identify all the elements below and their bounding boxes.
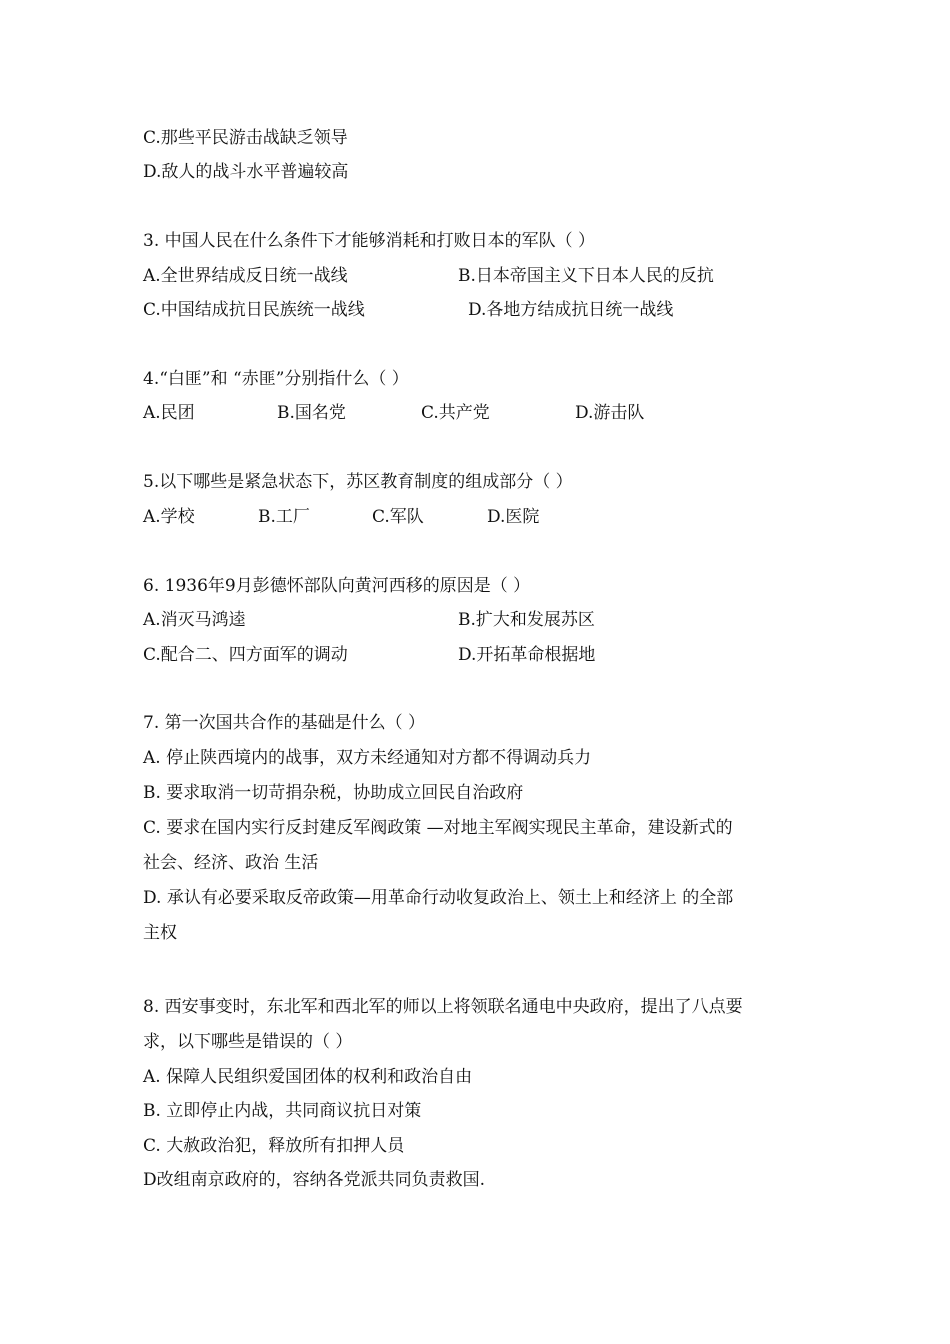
question-7-option-d-continued: 主权 [143, 923, 177, 943]
question-3-option-a: A.全世界结成反日统一战线 [143, 266, 348, 286]
question-8-stem-continued: 求，以下哪些是错误的（ ） [143, 1032, 353, 1052]
option-c: C.那些平民游击战缺乏领导 [143, 128, 348, 148]
question-5-option-d: D.医院 [487, 507, 540, 527]
option-d: D.敌人的战斗水平普遍较高 [143, 162, 349, 182]
question-4-option-c: C.共产党 [421, 403, 490, 423]
question-4-option-a: A.民团 [143, 403, 195, 423]
question-4-stem: 4.“白匪”和 “赤匪”分别指什么（ ） [143, 369, 409, 389]
question-6-option-c: C.配合二、四方面军的调动 [143, 645, 348, 665]
question-3-option-b: B.日本帝国主义下日本人民的反抗 [458, 266, 714, 286]
question-5-stem: 5.以下哪些是紧急状态下，苏区教育制度的组成部分（ ） [143, 472, 573, 492]
question-3-stem: 3. 中国人民在什么条件下才能够消耗和打败日本的军队（ ） [143, 231, 596, 251]
question-3-option-c: C.中国结成抗日民族统一战线 [143, 300, 365, 320]
question-8-option-b: B. 立即停止内战，共同商议抗日对策 [143, 1101, 422, 1121]
question-7-option-c: C. 要求在国内实行反封建反军阀政策 —对地主军阀实现民主革命，建设新式的 [143, 818, 733, 838]
question-6-stem: 6. 1936年9月彭德怀部队向黄河西移的原因是（ ） [143, 576, 531, 596]
question-6-option-b: B.扩大和发展苏区 [458, 610, 595, 630]
question-8-stem: 8. 西安事变时，东北军和西北军的师以上将领联名通电中央政府，提出了八点要 [143, 997, 743, 1017]
question-5-option-a: A.学校 [143, 507, 195, 527]
question-3-option-d: D.各地方结成抗日统一战线 [468, 300, 674, 320]
question-7-option-a: A. 停止陕西境内的战事，双方未经通知对方都不得调动兵力 [143, 748, 592, 768]
question-5-option-b: B.工厂 [258, 507, 310, 527]
question-8-option-c: C. 大赦政治犯，释放所有扣押人员 [143, 1136, 405, 1156]
question-7-option-c-continued: 社会、经济、政治 生活 [143, 853, 319, 873]
question-6-option-a: A.消灭马鸿逵 [143, 610, 246, 630]
question-4-option-d: D.游击队 [575, 403, 645, 423]
question-7-option-b: B. 要求取消一切苛捐杂税，协助成立回民自治政府 [143, 783, 524, 803]
question-8-option-d: D改组南京政府的，容纳各党派共同负责救国. [143, 1170, 486, 1190]
question-8-option-a: A. 保障人民组织爱国团体的权利和政治自由 [143, 1067, 473, 1087]
question-4-option-b: B.国名党 [277, 403, 346, 423]
question-7-stem: 7. 第一次国共合作的基础是什么（ ） [143, 713, 426, 733]
question-7-option-d: D. 承认有必要采取反帝政策—用革命行动收复政治上、领土上和经济上 的全部 [143, 888, 734, 908]
question-6-option-d: D.开拓革命根据地 [458, 645, 596, 665]
question-5-option-c: C.军队 [372, 507, 424, 527]
